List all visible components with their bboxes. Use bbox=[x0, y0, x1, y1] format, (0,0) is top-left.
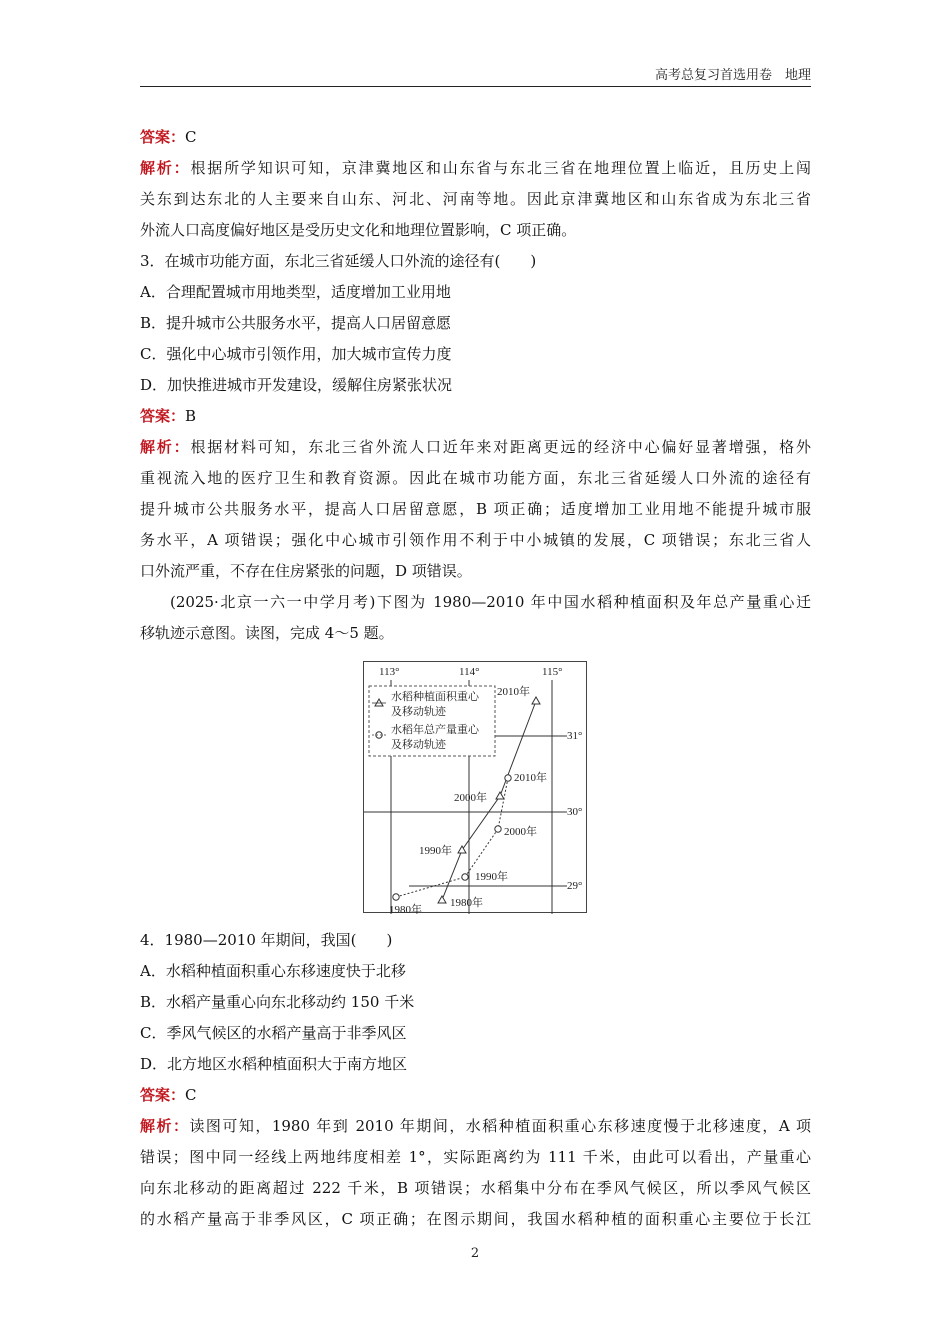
analysis-line: 重视流入地的医疗卫生和教育资源。因此在城市功能方面，东北三省延缓人口外流的途径有 bbox=[140, 469, 811, 487]
lon-label: 115° bbox=[542, 666, 563, 678]
yield-year-label: 2010年 bbox=[514, 772, 547, 784]
legend-yield-label: 水稻年总产量重心 bbox=[391, 724, 479, 736]
area-year-label: 2000年 bbox=[454, 792, 487, 804]
question-4-option-b: B．水稻产量重心向东北移动约 150 千米 bbox=[140, 993, 415, 1011]
answer-label: 答案： bbox=[140, 407, 186, 425]
answer-line-3 bbox=[140, 401, 811, 432]
yield-year-label: 2000年 bbox=[504, 826, 537, 838]
question-3-option-b: B．提升城市公共服务水平，提高人口居留意愿 bbox=[140, 314, 452, 332]
lat-label: 31° bbox=[567, 730, 583, 742]
question-3-option-c: C．强化中心城市引领作用，加大城市宣传力度 bbox=[140, 345, 452, 363]
lat-label: 30° bbox=[567, 806, 583, 818]
yield-point-2000 bbox=[495, 826, 501, 832]
area-point-1980 bbox=[438, 896, 446, 903]
area-year-label: 2010年 bbox=[497, 686, 530, 698]
analysis-line: 关东到达东北的人主要来自山东、河北、河南等地。因此京津冀地区和山东省成为东北三省 bbox=[140, 190, 811, 208]
analysis-line: 提升城市公共服务水平，提高人口居留意愿，B 项正确；适度增加工业用地不能提升城市服 bbox=[140, 500, 811, 518]
yield-point-1990 bbox=[462, 874, 468, 880]
area-year-label: 1980年 bbox=[450, 897, 483, 909]
answer-value: C bbox=[185, 128, 197, 146]
question-4-option-a: A．水稻种植面积重心东移速度快于北移 bbox=[140, 962, 406, 980]
question-3-option-a: A．合理配置城市用地类型，适度增加工业用地 bbox=[140, 283, 451, 301]
analysis-label: 解析： bbox=[140, 159, 191, 177]
question-3-stem: 3．在城市功能方面，东北三省延缓人口外流的途径有( ) bbox=[140, 252, 537, 270]
analysis-line: 的水稻产量高于非季风区，C 项正确；在图示期间，我国水稻种植的面积重心主要位于长江 bbox=[140, 1210, 811, 1228]
yield-year-label: 1980年 bbox=[389, 904, 422, 914]
answer-value: B bbox=[185, 407, 197, 425]
lon-label: 114° bbox=[459, 666, 480, 678]
area-point-2000 bbox=[496, 792, 504, 799]
analysis-line: 解析：读图可知，1980 年到 2010 年期间，水稻种植面积重心东移速度慢于北移速度，A 项 bbox=[140, 1117, 811, 1135]
yield-point-2010 bbox=[505, 775, 511, 781]
area-point-1990 bbox=[458, 846, 466, 853]
answer-value: C bbox=[185, 1086, 197, 1104]
analysis-line: 口外流严重，不存在住房紧张的问题，D 项错误。 bbox=[140, 562, 472, 580]
question-4-option-c: C．季风气候区的水稻产量高于非季风区 bbox=[140, 1024, 407, 1042]
legend-yield-label: 及移动轨迹 bbox=[391, 739, 446, 751]
area-year-label: 1990年 bbox=[419, 845, 452, 857]
yield-year-label: 1990年 bbox=[475, 871, 508, 883]
analysis-label: 解析： bbox=[140, 1117, 190, 1135]
analysis-label: 解析： bbox=[140, 438, 191, 456]
page-content bbox=[140, 122, 811, 1235]
answer-label: 答案： bbox=[140, 1086, 186, 1104]
answer-line-4 bbox=[140, 1080, 811, 1111]
question-4-stem: 4．1980—2010 年期间，我国( ) bbox=[140, 931, 393, 949]
analysis-line: 解析：根据所学知识可知，京津冀地区和山东省与东北三省在地理位置上临近，且历史上闯 bbox=[140, 159, 811, 177]
question-4-option-d: D．北方地区水稻种植面积大于南方地区 bbox=[140, 1055, 408, 1073]
analysis-line: 外流人口高度偏好地区是受历史文化和地理位置影响，C 项正确。 bbox=[140, 221, 577, 239]
header-title: 高考总复习首选用卷 地理 bbox=[654, 68, 811, 83]
material-intro: 移轨迹示意图。读图，完成 4～5 题。 bbox=[140, 624, 394, 642]
analysis-line: 解析：根据材料可知，东北三省外流人口近年来对距离更远的经济中心偏好显著增强，格外 bbox=[140, 438, 811, 456]
material-intro: (2025·北京一六一中学月考)下图为 1980—2010 年中国水稻种植面积及年总产量重心迁 bbox=[170, 593, 811, 611]
analysis-line: 向东北移动的距离超过 222 千米，B 项错误；水稻集中分布在季风气候区，所以季风气候区 bbox=[140, 1179, 811, 1197]
legend-area-label: 水稻种植面积重心 bbox=[391, 691, 479, 703]
area-point-2010 bbox=[532, 697, 540, 704]
rice-center-migration-map bbox=[363, 661, 587, 913]
yield-point-1980 bbox=[393, 894, 399, 900]
legend-area-label: 及移动轨迹 bbox=[391, 706, 446, 718]
analysis-line: 错误；图中同一经线上两地纬度相差 1°，实际距离约为 111 千米，由此可以看出，产量重心 bbox=[140, 1148, 811, 1166]
analysis-line: 务水平，A 项错误；强化中心城市引领作用不利于中小城镇的发展，C 项错误；东北三省人 bbox=[140, 531, 811, 549]
answer-line-2 bbox=[140, 122, 811, 153]
page-number: 2 bbox=[470, 1246, 480, 1261]
lat-label: 29° bbox=[567, 880, 583, 892]
question-3-option-d: D．加快推进城市开发建设，缓解住房紧张状况 bbox=[140, 376, 453, 394]
page-header bbox=[140, 66, 811, 87]
answer-label: 答案： bbox=[140, 128, 186, 146]
lon-label: 113° bbox=[379, 666, 400, 678]
